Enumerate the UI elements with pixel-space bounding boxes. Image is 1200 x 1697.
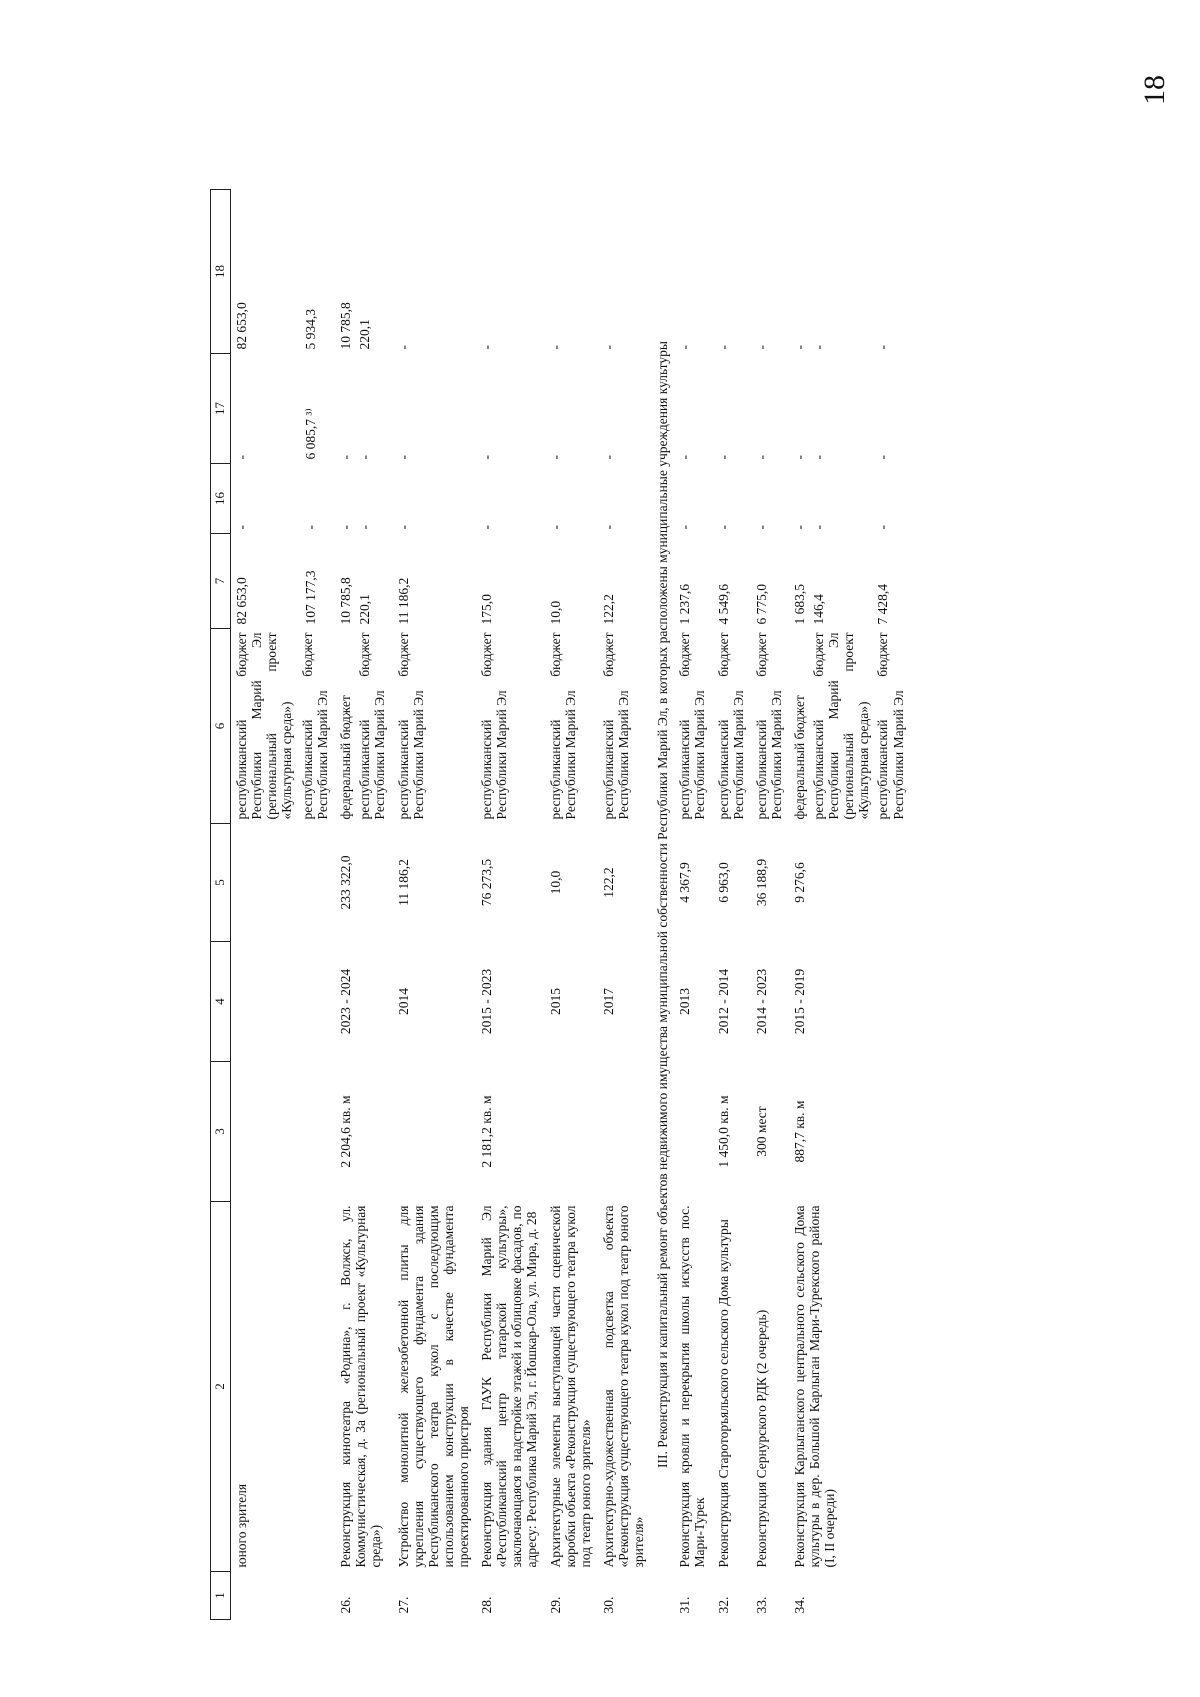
header-col-1: 1 [211, 1572, 231, 1620]
object-name: Реконструкция Сернурского РДК (2 очередь) [753, 1309, 769, 1568]
amount-col-7 [789, 534, 911, 629]
amount-col-16-line: - [547, 525, 563, 530]
value-line: 82 653,0 [233, 302, 249, 350]
amount-col-18 [335, 190, 392, 354]
amount-col-7 [545, 534, 598, 629]
capacity: 1 450,0 кв. м [715, 1095, 731, 1168]
amount-col-17-line: - [395, 455, 411, 460]
funding-source-line: республиканский бюджет Республики Марий Эл [677, 632, 708, 820]
amount-col-7 [713, 534, 751, 629]
years: 2015 [547, 988, 563, 1015]
continuation-name: юного зрителя [233, 1483, 249, 1568]
amount-col-17-line: - [874, 455, 890, 460]
object-name: Реконструкция Карлыганского центрального сельского Дома культуры в дер. Большой Карлыган Мари-Турекского района (I, II очереди) [791, 1205, 838, 1568]
amount-col-16 [476, 464, 544, 534]
header-col-3: 3 [211, 1062, 231, 1202]
amount-col-7-line: 220,1 [357, 594, 373, 625]
amount-col-17 [674, 354, 712, 464]
amount-col-18-line: - [791, 345, 807, 350]
amount-col-17 [393, 354, 477, 464]
table-row [335, 190, 392, 1620]
estimated-cost: 76 273,5 [479, 858, 495, 907]
amount-col-7-line: 1 683,5 [791, 584, 807, 625]
header-col-5: 5 [211, 824, 231, 942]
estimated-cost: 233 322,0 [338, 855, 354, 910]
capacity: 2 181,2 кв. м [479, 1095, 495, 1168]
amount-col-17-line: - [479, 455, 495, 460]
amount-col-18-line: - [600, 345, 616, 350]
years: 2017 [600, 988, 616, 1015]
value-line: 6 085,7 ³⁾ [302, 408, 318, 460]
table-row [713, 190, 751, 1620]
header-row [211, 190, 231, 1620]
estimated-cost: 122,2 [600, 867, 616, 898]
amount-col-18-line: - [547, 345, 563, 350]
source-line: республиканский бюджет Республики Марий Эл (региональный проект «Культурная среда») [233, 632, 294, 820]
amount-col-7 [674, 534, 712, 629]
section-title: III. Реконструкция и капитальный ремонт объектов недвижимого имущества муниципальной собственности Республики Марий Эл, в которых расположены муниципальные учреждения культуры [655, 341, 671, 1468]
amount-col-17-line: - [810, 455, 826, 460]
header-col-7: 7 [211, 534, 231, 629]
amount-col-7 [598, 534, 651, 629]
amount-col-16 [751, 464, 789, 534]
amount-col-18 [789, 190, 911, 354]
amount-col-18-line: 220,1 [357, 319, 373, 350]
amount-col-7-line: 10 785,8 [338, 577, 354, 625]
amount-col-16 [789, 464, 911, 534]
value-line: - [302, 525, 318, 530]
row-number: 29. [547, 1596, 563, 1614]
amount-col-17-line: - [677, 455, 693, 460]
amount-col-16-line: - [715, 525, 731, 530]
amount-col-16-line: - [791, 525, 807, 530]
rotated-table-container [210, 190, 990, 1620]
amount-col-7-line: 4 549,6 [715, 584, 731, 625]
amount-col-18 [751, 190, 789, 354]
amount-col-17-line: - [753, 455, 769, 460]
amount-col-7-line: 146,4 [810, 594, 826, 625]
object-name: Реконструкция кинотеатра «Родина», г. Волжск, ул. Коммунистическая, д. 3а (региональный проект «Культурная среда») [338, 1205, 384, 1568]
funding-source-line: республиканский бюджет Республики Марий Эл [875, 632, 906, 820]
estimated-cost: 6 963,0 [715, 862, 731, 903]
funding-source-line: республиканский бюджет Республики Марий Эл [547, 632, 578, 820]
continuation-row [230, 190, 335, 1620]
amount-col-17-line: - [547, 455, 563, 460]
funding-source-line: республиканский бюджет Республики Марий Эл (региональный проект «Культурная среда») [811, 632, 872, 820]
years: 2014 [395, 988, 411, 1015]
amount-col-16 [393, 464, 477, 534]
row-number: 26. [338, 1596, 354, 1614]
amount-col-16-line: - [357, 525, 373, 530]
header-col-6: 6 [211, 629, 231, 824]
amount-col-17 [598, 354, 651, 464]
estimated-cost: 4 367,9 [677, 862, 693, 903]
amount-col-18 [598, 190, 651, 354]
amount-col-17-line: - [600, 455, 616, 460]
funding-source-line: республиканский бюджет Республики Марий Эл [357, 632, 388, 820]
row-number: 30. [600, 1596, 616, 1614]
amount-col-17-line: - [357, 455, 373, 460]
funding-source [545, 629, 598, 824]
amount-col-7-line: 10,0 [547, 600, 563, 625]
amount-col-7-line: 6 775,0 [753, 584, 769, 625]
funding-source-line: федеральный бюджет [791, 695, 807, 820]
row-number: 31. [677, 1596, 693, 1614]
table-row [476, 190, 544, 1620]
section-row [651, 190, 674, 1620]
funding-source [789, 629, 911, 824]
capacity [393, 1062, 477, 1202]
financing-table [210, 189, 911, 1620]
years: 2014 - 2023 [753, 968, 769, 1035]
amount-col-16-line: - [338, 525, 354, 530]
amount-col-18 [713, 190, 751, 354]
funding-source-line: республиканский бюджет Республики Марий Эл [395, 632, 426, 820]
table-row [674, 190, 712, 1620]
funding-source-line: республиканский бюджет Республики Марий Эл [753, 632, 784, 820]
amount-col-16-line: - [677, 525, 693, 530]
value-line: 5 934,3 [302, 309, 318, 350]
row-number: 34. [791, 1596, 807, 1614]
amount-col-16-line: - [874, 525, 890, 530]
capacity [674, 1062, 712, 1202]
amount-col-17-line: - [791, 455, 807, 460]
value-line: - [233, 525, 249, 530]
amount-col-18-line: - [395, 345, 411, 350]
funding-source [335, 629, 392, 824]
amount-col-16-line: - [395, 525, 411, 530]
source-line: республиканский бюджет Республики Марий Эл [299, 632, 331, 820]
funding-source [598, 629, 651, 824]
value-line: - [233, 455, 249, 460]
table-row [393, 190, 477, 1620]
table-row [751, 190, 789, 1620]
amount-col-16 [545, 464, 598, 534]
amount-col-7-line: 11 186,2 [395, 577, 411, 625]
amount-col-17 [335, 354, 392, 464]
amount-col-7 [393, 534, 477, 629]
amount-col-18-line: - [810, 345, 826, 350]
capacity: 300 мест [753, 1106, 769, 1157]
amount-col-17 [476, 354, 544, 464]
amount-col-18 [674, 190, 712, 354]
amount-col-17-line: - [338, 455, 354, 460]
amount-col-17-line: - [715, 455, 731, 460]
years: 2015 - 2023 [479, 968, 495, 1035]
capacity [598, 1062, 651, 1202]
amount-col-7 [476, 534, 544, 629]
amount-col-16 [674, 464, 712, 534]
row-number: 28. [479, 1596, 495, 1614]
object-name: Реконструкция кровли и перекрытия школы искусств пос. Мари-Турек [677, 1205, 708, 1568]
amount-col-17 [789, 354, 911, 464]
amount-col-18-line: 10 785,8 [338, 302, 354, 350]
funding-source [751, 629, 789, 824]
table-row [598, 190, 651, 1620]
object-name: Устройство монолитной железобетонной плиты для укрепления существующего фундамента здания Республиканского театра кукол с последующим использованием конструкции в качестве фундамента проектированного пристроя [395, 1205, 471, 1568]
row-number: 32. [715, 1596, 731, 1614]
amount-col-16-line: - [753, 525, 769, 530]
amount-col-7 [751, 534, 789, 629]
years: 2012 - 2014 [715, 968, 731, 1035]
page-number: 18 [1138, 75, 1171, 105]
estimated-cost: 10,0 [547, 870, 563, 895]
object-name: Реконструкция здания ГАУК Республики Марий Эл «Республиканский центр татарской культуры», заключающаяся в надстройке этажей и облицовке фасадов, по адресу: Республика Марий Эл, г. Йошкар-Ола, ул. Мира, д. 28 [479, 1205, 540, 1568]
table-row [789, 190, 911, 1620]
years: 2023 - 2024 [338, 968, 354, 1035]
capacity: 887,7 кв. м [791, 1100, 807, 1163]
amount-col-18 [476, 190, 544, 354]
funding-source-line: республиканский бюджет Республики Марий Эл [600, 632, 631, 820]
amount-line: 82 653,0 [233, 577, 249, 625]
amount-col-18-line: - [753, 345, 769, 350]
amount-col-7-line: 175,0 [479, 594, 495, 625]
row-number: 27. [395, 1596, 411, 1614]
amount-col-16 [598, 464, 651, 534]
amount-col-16-line: - [810, 525, 826, 530]
estimated-cost: 9 276,6 [791, 862, 807, 903]
amount-col-7-line: 122,2 [600, 594, 616, 625]
years: 2015 - 2019 [791, 968, 807, 1035]
amount-col-18-line: - [715, 345, 731, 350]
object-name: Архитектурные элементы выступающей части сценической коробки объекта «Реконструкция существующего театра кукол под театр юного зрителя» [547, 1205, 593, 1568]
funding-source [713, 629, 751, 824]
funding-source-line: республиканский бюджет Республики Марий Эл [479, 632, 510, 820]
amount-col-18 [545, 190, 598, 354]
amount-col-7-line: 7 428,4 [874, 584, 890, 625]
amount-col-16 [335, 464, 392, 534]
amount-col-18-line: - [874, 345, 890, 350]
row-number: 33. [753, 1596, 769, 1614]
funding-source-line: федеральный бюджет [338, 695, 354, 820]
amount-col-17 [713, 354, 751, 464]
header-col-2: 2 [211, 1202, 231, 1572]
amount-col-17 [751, 354, 789, 464]
amount-col-16-line: - [479, 525, 495, 530]
amount-col-7 [335, 534, 392, 629]
estimated-cost: 11 186,2 [395, 859, 411, 906]
funding-source [476, 629, 544, 824]
header-col-16: 16 [211, 464, 231, 534]
capacity: 2 204,6 кв. м [338, 1095, 354, 1168]
header-col-17: 17 [211, 354, 231, 464]
amount-col-7-line: 1 237,6 [677, 584, 693, 625]
amount-col-18-line: - [479, 345, 495, 350]
object-name: Реконструкция Староторъяльского сельского Дома культуры [715, 1219, 731, 1568]
funding-source [674, 629, 712, 824]
object-name: Архитектурно-художественная подсветка объекта «Реконструкция существующего театра кукол под театр юного зрителя» [600, 1205, 647, 1568]
funding-source-line: республиканский бюджет Республики Марий Эл [715, 632, 746, 820]
amount-col-18 [393, 190, 477, 354]
header-col-4: 4 [211, 942, 231, 1062]
amount-col-16 [713, 464, 751, 534]
funding-source [393, 629, 477, 824]
header-col-18: 18 [211, 190, 231, 354]
amount-line: 107 177,3 [302, 570, 318, 625]
estimated-cost: 36 188,9 [753, 858, 769, 907]
amount-col-18-line: - [677, 345, 693, 350]
capacity [545, 1062, 598, 1202]
amount-col-17 [545, 354, 598, 464]
years: 2013 [677, 988, 693, 1015]
amount-col-16-line: - [600, 525, 616, 530]
table-row [545, 190, 598, 1620]
